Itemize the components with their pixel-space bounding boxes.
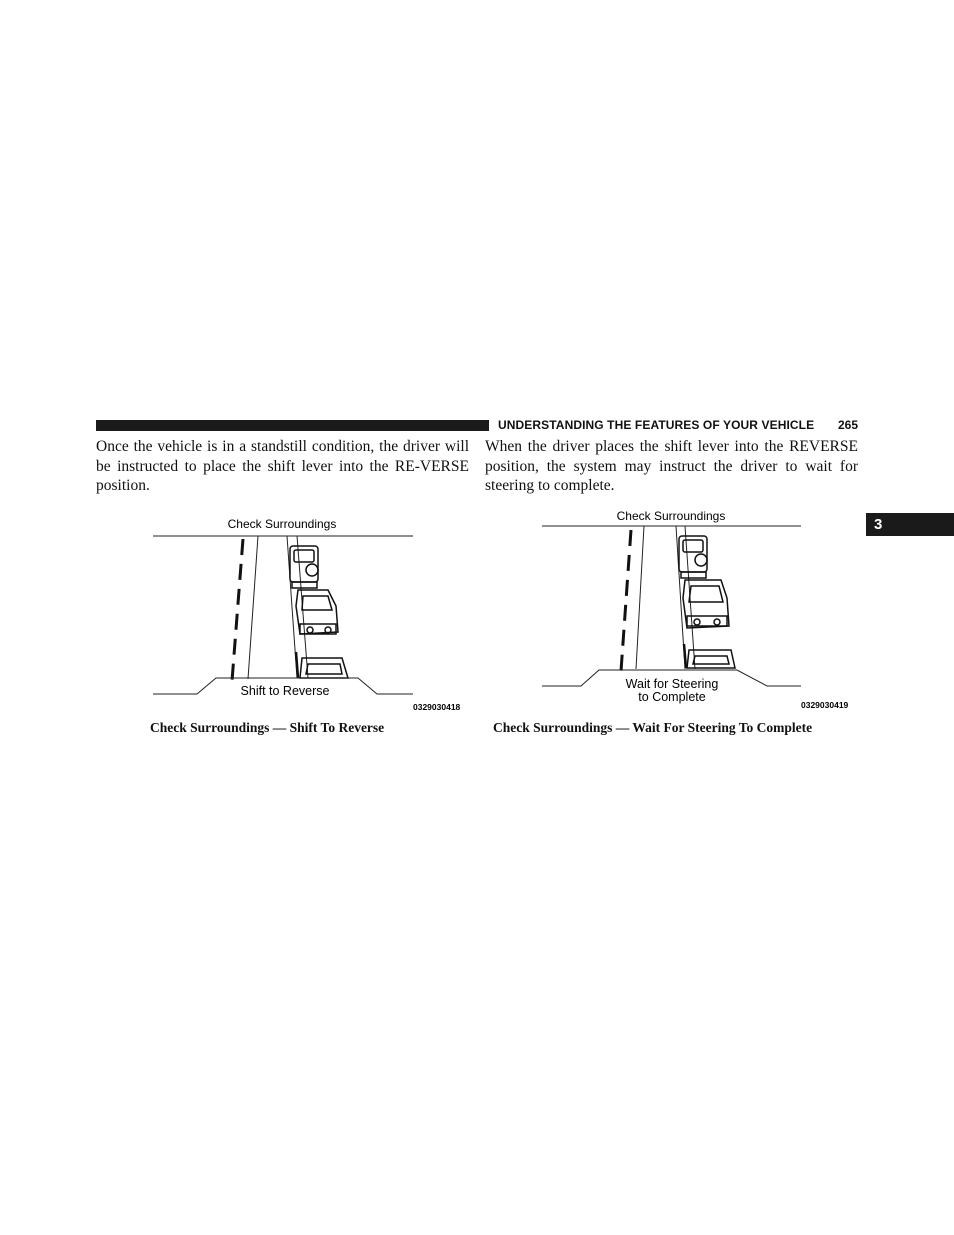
header-rule — [96, 420, 489, 431]
figure-bottom-label-line2: to Complete — [638, 690, 706, 704]
right-paragraph: When the driver places the shift lever into the REVERSE position, the system may instruct the driver to wait for steering to complete. — [485, 438, 858, 494]
figure-code: 0329030418 — [413, 702, 461, 712]
figure-top-label: Check Surroundings — [616, 509, 726, 523]
figure-bottom-label: Shift to Reverse — [240, 684, 330, 698]
page-number: 265 — [838, 418, 859, 432]
section-title: UNDERSTANDING THE FEATURES OF YOUR VEHICLE — [498, 418, 815, 432]
figure-code: 0329030419 — [801, 700, 849, 710]
parked-car-icon — [300, 658, 348, 678]
parking-diagram-1 — [150, 506, 470, 716]
figure-top-label: Check Surroundings — [227, 517, 337, 531]
chapter-tab: 3 — [866, 513, 954, 536]
figure-bottom-label-line1: Wait for Steering — [625, 677, 719, 691]
figure-caption-1: Check Surroundings — Shift To Reverse — [150, 720, 385, 735]
figure-shift-to-reverse — [150, 506, 470, 716]
left-paragraph: Once the vehicle is in a standstill condition, the driver will be instructed to place the shift lever into the RE-VERSE position. — [96, 438, 469, 494]
figure-wait-for-steering — [539, 506, 859, 716]
parked-truck-icon — [290, 546, 318, 588]
figure-caption-2: Check Surroundings — Wait For Steering To Complete — [493, 720, 813, 735]
parking-diagram-2 — [539, 506, 859, 716]
parked-truck-icon — [679, 536, 707, 578]
vehicle-icon — [296, 590, 338, 634]
vehicle-icon — [683, 580, 729, 628]
